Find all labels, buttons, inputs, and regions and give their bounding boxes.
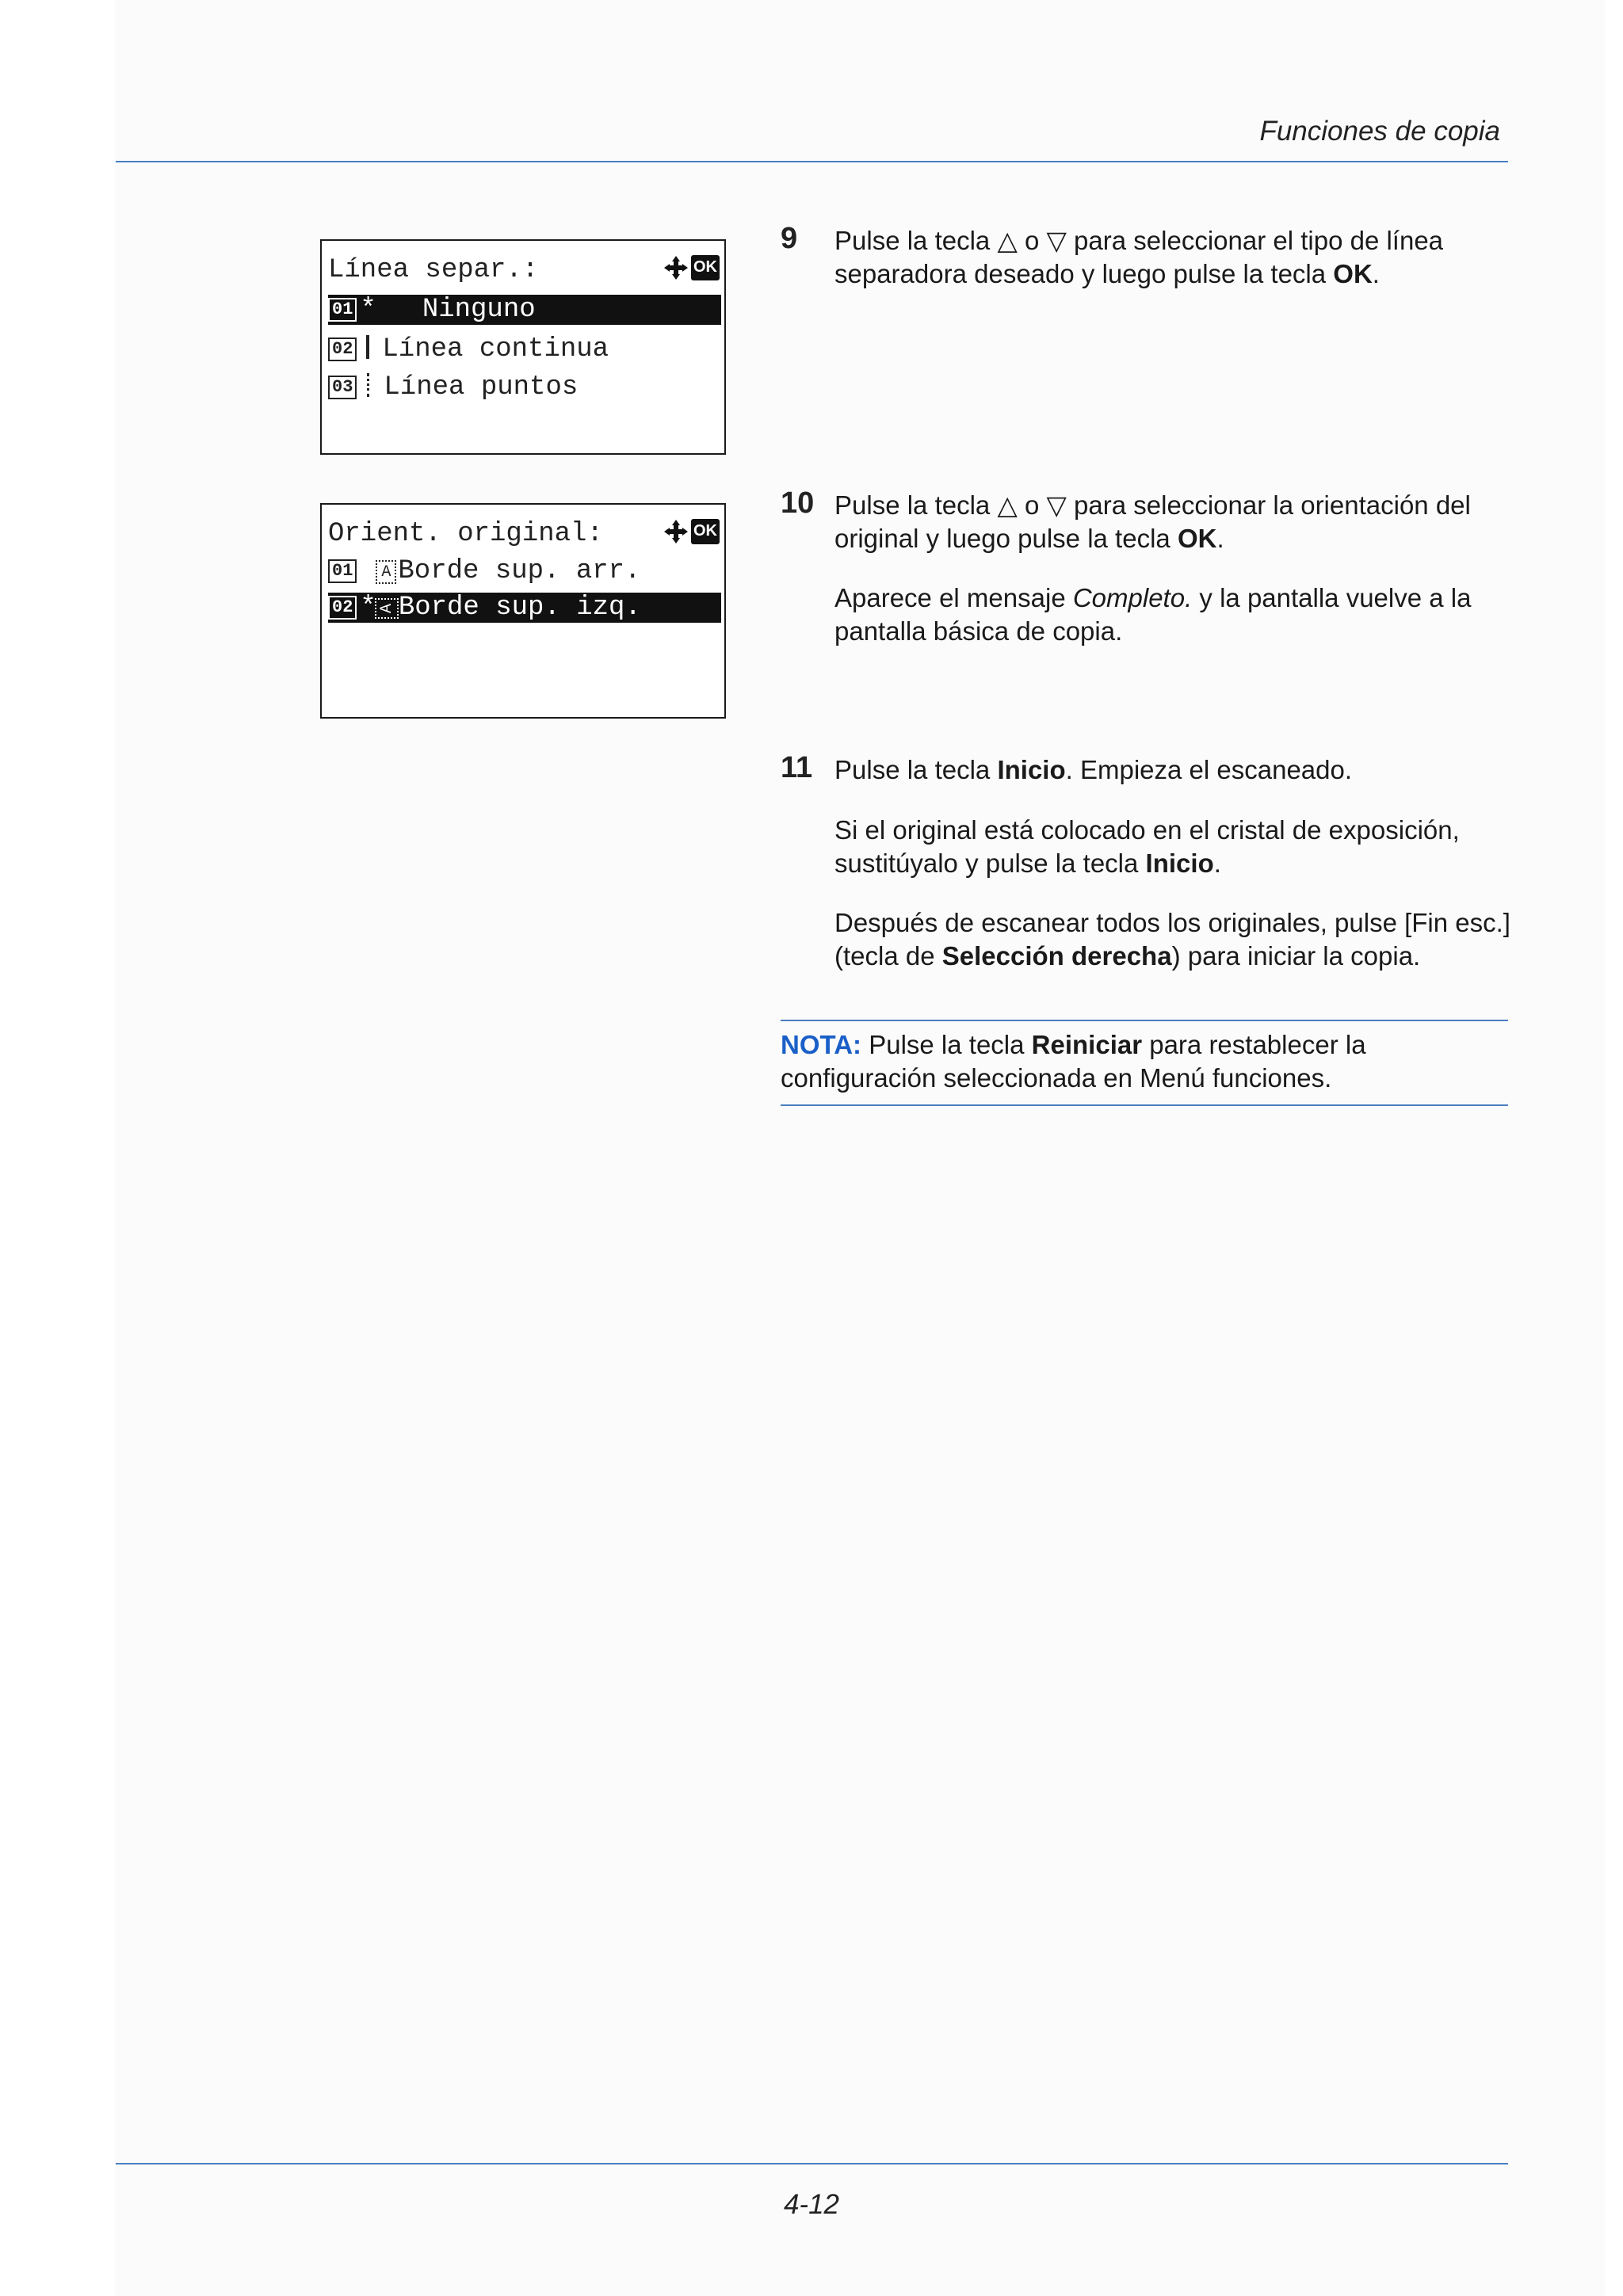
selected-marker: * — [360, 593, 376, 623]
four-way-arrow-icon — [663, 518, 689, 545]
reiniciar-key-ref: Reiniciar — [1031, 1030, 1143, 1059]
option-number: 01 — [328, 559, 357, 583]
header-title: Funciones de copia — [1259, 116, 1500, 147]
lcd-option-linea-continua[interactable] — [328, 334, 721, 364]
step-number-11: 11 — [781, 751, 813, 784]
four-way-arrow-icon — [663, 254, 689, 281]
nav-ok-indicator — [663, 254, 720, 281]
inicio-key-ref: Inicio — [997, 755, 1066, 784]
option-label: Línea continua — [382, 334, 609, 364]
step-number-9: 9 — [781, 222, 798, 255]
option-label: Borde sup. izq. — [398, 593, 641, 623]
lcd-option-linea-puntos[interactable] — [328, 372, 721, 402]
lcd-screen-original-orientation — [320, 503, 726, 719]
ok-key-ref: OK — [1333, 259, 1373, 288]
option-label: Línea puntos — [384, 372, 579, 402]
step-10-text: Pulse la tecla △ o ▽ para seleccionar la orientación del original y luego pulse la tecla OK. — [834, 490, 1471, 553]
option-number: 02 — [328, 596, 357, 620]
step-9-text: Pulse la tecla △ o ▽ para seleccionar el tipo de línea separadora deseado y luego pulse la tecla OK. — [834, 226, 1444, 288]
lcd-option-ninguno[interactable] — [328, 295, 721, 325]
option-label: Ninguno — [422, 295, 536, 325]
step-number-10: 10 — [781, 486, 815, 520]
message-completo: Completo. — [1072, 583, 1193, 612]
lcd-screen-separator-line — [320, 239, 726, 455]
ok-key-icon: OK — [691, 255, 720, 280]
lcd-option-borde-sup-arr[interactable] — [328, 556, 721, 586]
option-number: 02 — [328, 338, 357, 361]
inicio-key-ref: Inicio — [1145, 849, 1214, 878]
lcd-option-borde-sup-izq[interactable] — [328, 593, 721, 623]
orientation-left-icon: A — [375, 598, 399, 619]
step-11-text: Pulse la tecla Inicio. Empieza el escaneado. — [834, 755, 1353, 784]
note-label: NOTA: — [781, 1030, 862, 1059]
step-11-detail-2: Después de escanear todos los originales, pulse [Fin esc.] (tecla de Selección derecha) para iniciar la copia. — [834, 908, 1510, 971]
solid-line-icon — [366, 335, 369, 359]
option-number: 01 — [328, 298, 357, 322]
right-select-key-ref: Selección derecha — [941, 941, 1172, 971]
option-number: 03 — [328, 376, 357, 399]
step-11-detail-1: Si el original está colocado en el cristal de exposición, sustitúyalo y pulse la tecla Inicio. — [834, 815, 1460, 878]
orientation-top-icon: A — [376, 560, 396, 584]
ok-key-ref: OK — [1177, 524, 1217, 553]
header-rule — [116, 161, 1508, 162]
lcd-title: Orient. original: — [328, 519, 603, 549]
nav-ok-indicator — [663, 518, 720, 545]
selected-marker: * — [360, 295, 376, 325]
step-10-detail: Aparece el mensaje Completo. y la pantalla vuelve a la pantalla básica de copia. — [834, 583, 1472, 646]
page-number: 4-12 — [783, 2189, 840, 2220]
ok-key-icon: OK — [691, 519, 720, 544]
note-box: NOTA: Pulse la tecla Reiniciar para restablecer la configuración seleccionada en Menú funciones. — [781, 1020, 1508, 1106]
dotted-line-icon — [367, 373, 369, 397]
option-label: Borde sup. arr. — [398, 556, 641, 586]
footer-rule — [116, 2163, 1508, 2164]
lcd-title: Línea separ.: — [328, 255, 539, 285]
